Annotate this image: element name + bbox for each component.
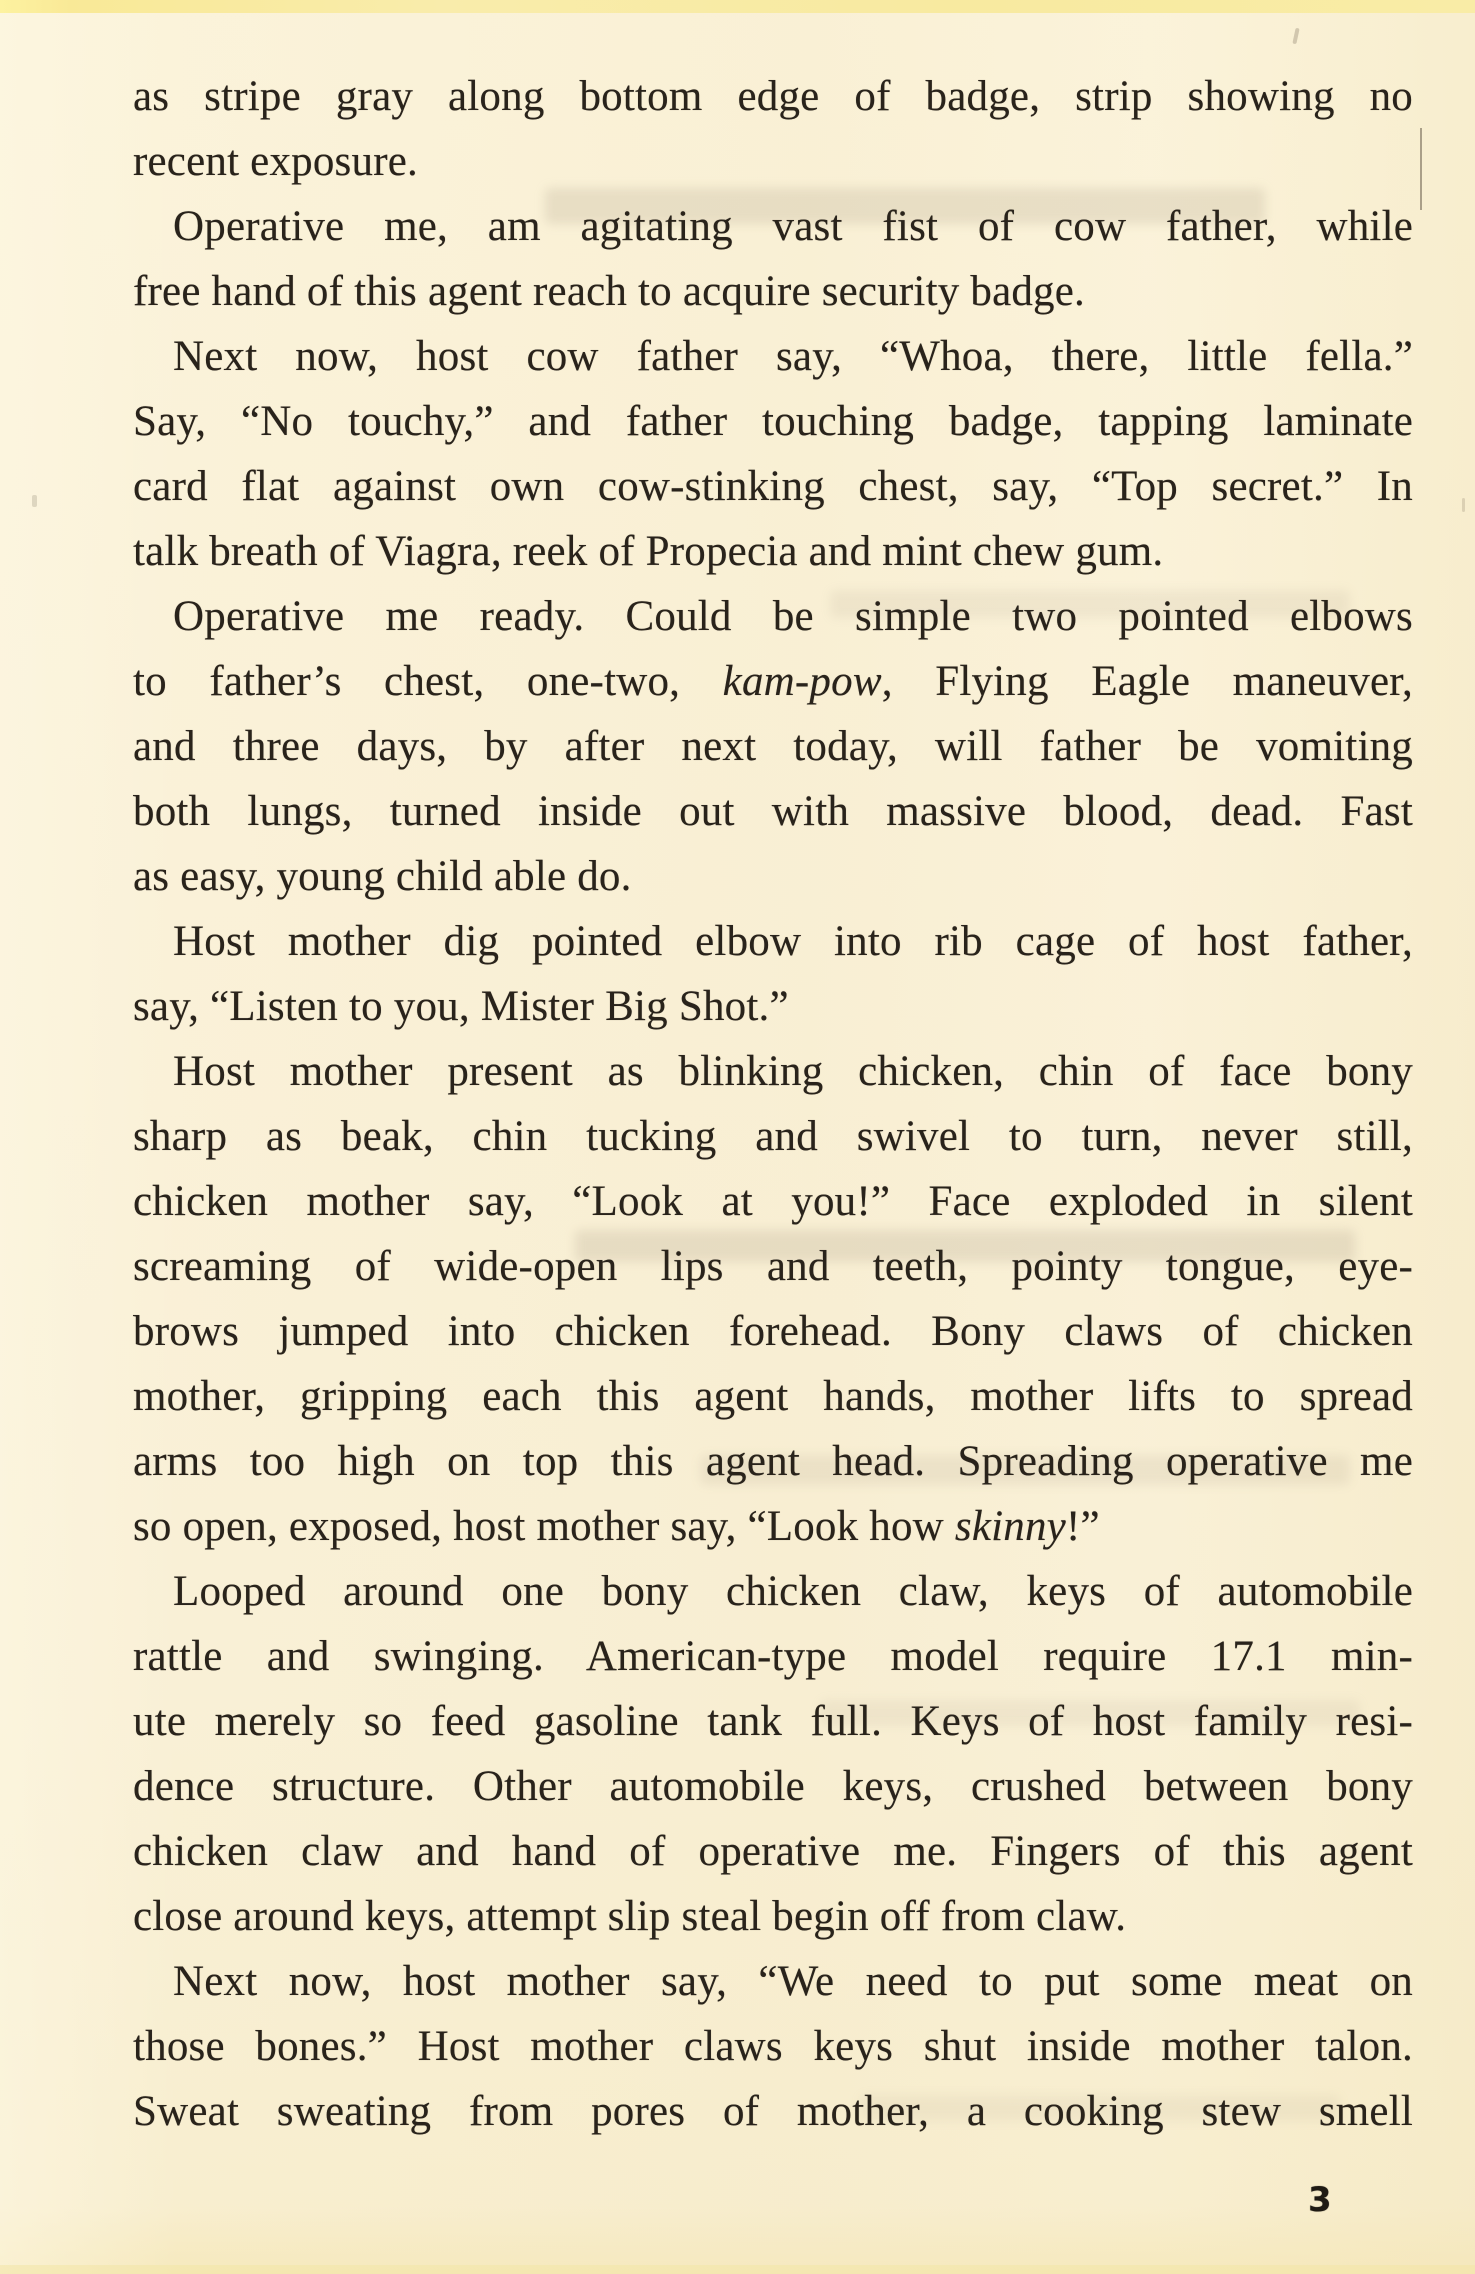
text-line — [133, 194, 1413, 259]
page-bottom-edge — [0, 2265, 1475, 2274]
text-line — [133, 454, 1413, 519]
text-segment: both lungs, turned inside out with massive blood, dead. Fast — [133, 788, 1413, 835]
body-text — [133, 64, 1413, 2144]
text-segment: recent exposure. — [133, 138, 418, 185]
text-line — [133, 129, 1413, 194]
text-segment: and three days, by after next today, will father be vomiting — [133, 723, 1413, 770]
text-line — [133, 1559, 1413, 1624]
text-line — [133, 1624, 1413, 1689]
text-segment: screaming of wide-open lips and teeth, pointy tongue, eye- — [133, 1243, 1413, 1290]
text-segment: Operative me, am agitating vast fist of cow father, while — [173, 203, 1413, 250]
text-line — [133, 1169, 1413, 1234]
text-segment: as stripe gray along bottom edge of badge, strip showing no — [133, 73, 1413, 120]
italic-text-segment: kam-pow — [722, 658, 882, 705]
text-segment: card flat against own cow-stinking chest, say, “Top secret.” In — [133, 463, 1413, 510]
text-line — [133, 974, 1413, 1039]
text-segment: free hand of this agent reach to acquire security badge. — [133, 268, 1085, 315]
scan-speck — [1462, 498, 1465, 512]
text-line — [133, 1754, 1413, 1819]
scan-speck — [1292, 28, 1299, 44]
text-line — [133, 1364, 1413, 1429]
page-top-edge-stripe — [0, 0, 1475, 13]
text-segment: those bones.” Host mother claws keys shut inside mother talon. — [133, 2023, 1413, 2070]
text-line — [133, 584, 1413, 649]
text-line — [133, 1819, 1413, 1884]
scan-speck — [32, 495, 37, 507]
text-segment: Host mother dig pointed elbow into rib cage of host father, — [173, 918, 1413, 965]
text-line — [133, 779, 1413, 844]
page-number: 3 — [1308, 2180, 1332, 2220]
text-line — [133, 1104, 1413, 1169]
italic-text-segment: skinny — [954, 1503, 1066, 1550]
text-line — [133, 1299, 1413, 1364]
text-line — [133, 389, 1413, 454]
text-segment: brows jumped into chicken forehead. Bony claws of chicken — [133, 1308, 1413, 1355]
text-segment: chicken mother say, “Look at you!” Face exploded in silent — [133, 1178, 1413, 1225]
scan-scratch — [1420, 128, 1422, 210]
text-segment: Next now, host cow father say, “Whoa, there, little fella.” — [173, 333, 1413, 380]
text-line — [133, 844, 1413, 909]
text-segment: arms too high on top this agent head. Spreading operative me — [133, 1438, 1413, 1485]
text-line — [133, 1494, 1413, 1559]
text-segment: chicken claw and hand of operative me. Fingers of this agent — [133, 1828, 1413, 1875]
text-segment: dence structure. Other automobile keys, crushed between bony — [133, 1763, 1413, 1810]
text-segment: !” — [1065, 1503, 1100, 1550]
text-line — [133, 519, 1413, 584]
text-segment: sharp as beak, chin tucking and swivel to turn, never still, — [133, 1113, 1413, 1160]
text-segment: rattle and swinging. American-type model require 17.1 min- — [133, 1633, 1413, 1680]
text-line — [133, 2014, 1413, 2079]
text-segment: so open, exposed, host mother say, “Look how — [133, 1503, 955, 1550]
text-line — [133, 649, 1413, 714]
text-line — [133, 64, 1413, 129]
text-segment: close around keys, attempt slip steal begin off from claw. — [133, 1893, 1127, 1940]
text-segment: Next now, host mother say, “We need to put some meat on — [173, 1958, 1413, 2005]
text-segment: Looped around one bony chicken claw, keys of automobile — [173, 1568, 1413, 1615]
text-line — [133, 1949, 1413, 2014]
text-line — [133, 1234, 1413, 1299]
text-line — [133, 909, 1413, 974]
text-segment: as easy, young child able do. — [133, 853, 632, 900]
text-segment: Host mother present as blinking chicken, chin of face bony — [173, 1048, 1413, 1095]
text-line — [133, 1884, 1413, 1949]
text-line — [133, 714, 1413, 779]
text-line — [133, 1429, 1413, 1494]
text-segment: ute merely so feed gasoline tank full. Keys of host family resi- — [133, 1698, 1413, 1745]
text-line — [133, 2079, 1413, 2144]
text-line — [133, 1689, 1413, 1754]
text-line — [133, 1039, 1413, 1104]
text-segment: mother, gripping each this agent hands, mother lifts to spread — [133, 1373, 1413, 1420]
text-segment: say, “Listen to you, Mister Big Shot.” — [133, 983, 789, 1030]
text-segment: Sweat sweating from pores of mother, a cooking stew smell — [133, 2088, 1413, 2135]
text-segment: talk breath of Viagra, reek of Propecia and mint chew gum. — [133, 528, 1164, 575]
text-segment: Say, “No touchy,” and father touching badge, tapping laminate — [133, 398, 1413, 445]
text-line — [133, 324, 1413, 389]
text-segment: , Flying Eagle maneuver, — [881, 658, 1414, 705]
text-segment: Operative me ready. Could be simple two pointed elbows — [173, 593, 1413, 640]
text-segment: to father’s chest, one-two, — [133, 658, 723, 705]
text-line — [133, 259, 1413, 324]
